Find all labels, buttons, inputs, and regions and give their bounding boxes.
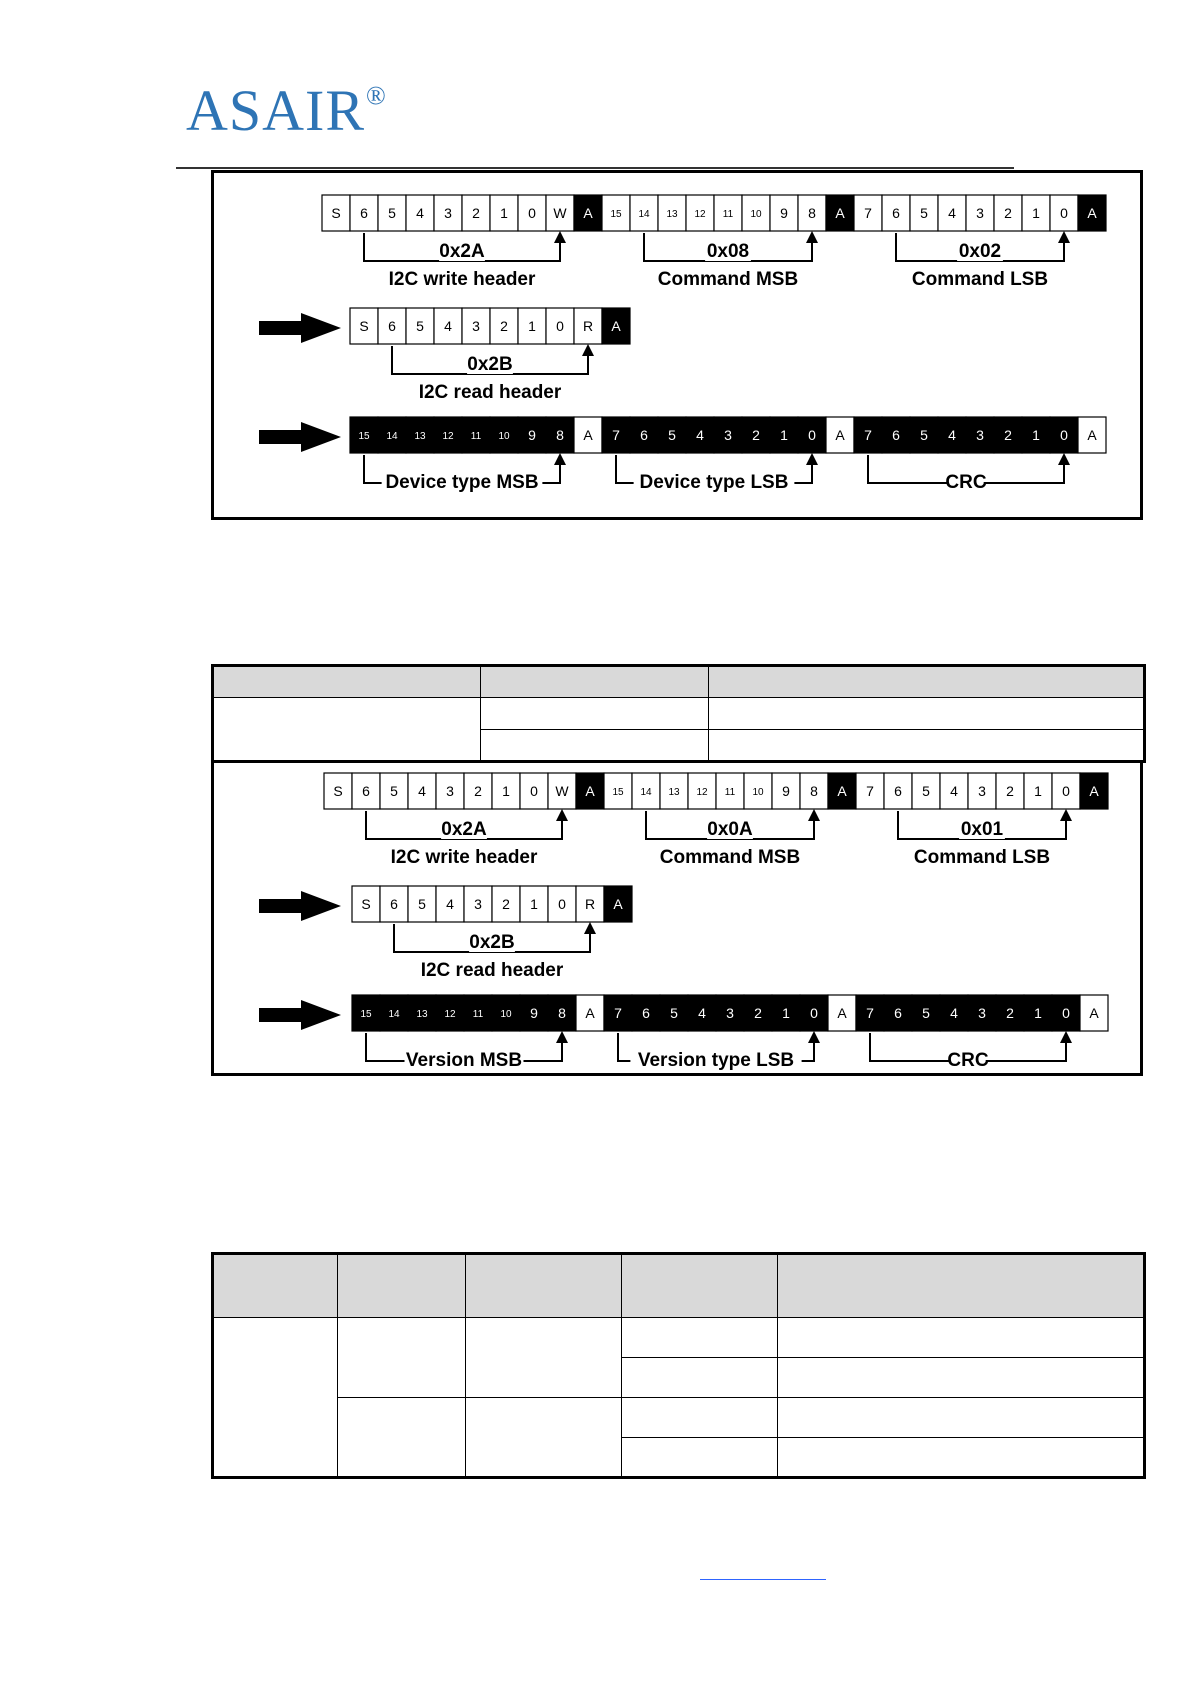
bit-label: 1 — [1032, 205, 1040, 221]
bit-label: 10 — [750, 209, 762, 220]
bit-label: 5 — [416, 318, 424, 334]
group-label: 0x2B — [469, 932, 515, 953]
arrow-head-icon — [556, 809, 568, 821]
bit-label: 0 — [556, 318, 564, 334]
bit-label: 6 — [892, 205, 900, 221]
table-cell — [622, 1398, 778, 1438]
bit-label: 6 — [388, 318, 396, 334]
bit-label: A — [583, 427, 593, 443]
bit-label: 4 — [950, 1005, 958, 1021]
bit-label: 4 — [950, 783, 958, 799]
bit-label: 2 — [1004, 205, 1012, 221]
bit-label: 13 — [416, 1009, 428, 1020]
bit-label: 7 — [612, 427, 620, 443]
bit-label: 15 — [612, 787, 624, 798]
table-cell — [338, 1398, 466, 1478]
table-cell — [622, 1438, 778, 1478]
group-label: 0x2A — [439, 241, 485, 262]
bit-label: 10 — [498, 431, 510, 442]
bit-label: 6 — [642, 1005, 650, 1021]
bit-label: 2 — [472, 205, 480, 221]
table-cell — [709, 730, 1145, 762]
bit-label: A — [835, 205, 845, 221]
table-cell — [622, 1358, 778, 1398]
table-cell — [213, 698, 481, 762]
bit-label: 8 — [558, 1005, 566, 1021]
bracket-line — [1054, 241, 1064, 261]
bit-label: 11 — [470, 431, 482, 442]
table-cell — [622, 1318, 778, 1358]
bit-label: 5 — [668, 427, 676, 443]
bit-label: 5 — [418, 896, 426, 912]
table-cell — [338, 1318, 466, 1398]
bit-label: 7 — [614, 1005, 622, 1021]
bit-label: 0 — [1060, 205, 1068, 221]
bit-label: 2 — [1006, 783, 1014, 799]
bit-label: 4 — [444, 318, 452, 334]
bit-label: A — [585, 1005, 595, 1021]
bit-label: 6 — [894, 1005, 902, 1021]
bit-label: 9 — [528, 427, 536, 443]
table-cell — [709, 698, 1145, 730]
bit-label: 0 — [808, 427, 816, 443]
bit-label: A — [1087, 205, 1097, 221]
bit-label: 6 — [362, 783, 370, 799]
bit-label: A — [837, 1005, 847, 1021]
bit-label: 3 — [724, 427, 732, 443]
bit-label: 2 — [1006, 1005, 1014, 1021]
bit-label: 4 — [698, 1005, 706, 1021]
table-header-cell — [338, 1254, 466, 1318]
bit-label: 9 — [530, 1005, 538, 1021]
bit-label: 7 — [866, 1005, 874, 1021]
table-cell — [778, 1358, 1145, 1398]
logo-text: ASAIR — [186, 78, 366, 143]
arrow-head-icon — [1060, 809, 1072, 821]
bit-label: 14 — [640, 787, 652, 798]
group-label: I2C write header — [390, 847, 538, 868]
bit-label: 12 — [444, 1009, 456, 1020]
table-cell — [466, 1318, 622, 1398]
registered-mark: ® — [366, 80, 387, 110]
bracket-line — [552, 1041, 562, 1061]
bit-label: 0 — [1062, 783, 1070, 799]
header-rule — [176, 167, 1014, 169]
bit-label: 1 — [1034, 783, 1042, 799]
big-arrow-icon — [259, 1000, 341, 1030]
arrow-head-icon — [806, 453, 818, 465]
bit-label: 14 — [386, 431, 398, 442]
arrow-head-icon — [1060, 1031, 1072, 1043]
arrow-head-icon — [806, 231, 818, 243]
bit-label: A — [1089, 1005, 1099, 1021]
bit-label: 11 — [724, 787, 736, 798]
group-label: Command MSB — [657, 269, 799, 290]
bit-label: 3 — [444, 205, 452, 221]
bit-label: 6 — [892, 427, 900, 443]
table-header-cell — [466, 1254, 622, 1318]
arrow-head-icon — [582, 344, 594, 356]
bit-label: 7 — [864, 427, 872, 443]
group-label: I2C read header — [418, 382, 562, 403]
spec-table — [211, 1252, 1146, 1479]
bit-label: 7 — [864, 205, 872, 221]
table-cell — [213, 1318, 338, 1478]
table-header-cell — [622, 1254, 778, 1318]
bit-label: A — [611, 318, 621, 334]
group-label: 0x0A — [707, 819, 753, 840]
bit-label: 1 — [528, 318, 536, 334]
bracket-line — [1056, 819, 1066, 839]
arrow-head-icon — [554, 453, 566, 465]
bit-label: 5 — [388, 205, 396, 221]
bit-label: 2 — [474, 783, 482, 799]
bit-label: 4 — [948, 427, 956, 443]
bit-label: 14 — [638, 209, 650, 220]
big-arrow-icon — [259, 422, 341, 452]
bit-label: 6 — [390, 896, 398, 912]
group-label: Version MSB — [405, 1050, 523, 1071]
bit-label: 15 — [358, 431, 370, 442]
bit-label: 5 — [390, 783, 398, 799]
bit-label: 10 — [500, 1009, 512, 1020]
footer-link-underline[interactable] — [700, 1579, 826, 1580]
bit-label: 1 — [780, 427, 788, 443]
bit-label: 3 — [978, 1005, 986, 1021]
bit-label: 12 — [696, 787, 708, 798]
bit-label: 5 — [920, 205, 928, 221]
i2c-sequence-diagram-1 — [214, 173, 1140, 517]
bit-label: 1 — [1032, 427, 1040, 443]
bit-label: A — [1089, 783, 1099, 799]
command-table — [211, 664, 1146, 763]
group-label: 0x2B — [467, 354, 513, 375]
bit-label: S — [331, 205, 341, 221]
bit-label: A — [613, 896, 623, 912]
bit-label: 3 — [474, 896, 482, 912]
bit-label: S — [359, 318, 369, 334]
table-header-cell — [481, 666, 709, 698]
table-header-cell — [213, 1254, 338, 1318]
bracket-line — [552, 819, 562, 839]
bit-label: A — [837, 783, 847, 799]
bit-label: 4 — [696, 427, 704, 443]
bit-label: 5 — [922, 783, 930, 799]
bit-label: S — [361, 896, 371, 912]
bit-label: 13 — [668, 787, 680, 798]
bit-label: 1 — [782, 1005, 790, 1021]
bracket-line — [1056, 1041, 1066, 1061]
bit-label: 3 — [976, 205, 984, 221]
bit-label: 15 — [360, 1009, 372, 1020]
bit-label: 3 — [978, 783, 986, 799]
bit-label: W — [555, 783, 569, 799]
bit-label: A — [1087, 427, 1097, 443]
bit-label: 1 — [502, 783, 510, 799]
arrow-head-icon — [1058, 231, 1070, 243]
bit-label: 14 — [388, 1009, 400, 1020]
table-cell — [778, 1438, 1145, 1478]
bracket-line — [804, 819, 814, 839]
group-label: 0x02 — [958, 241, 1002, 262]
bracket-line — [1054, 463, 1064, 483]
big-arrow-icon — [259, 313, 341, 343]
big-arrow-icon — [259, 891, 341, 921]
bit-label: A — [835, 427, 845, 443]
bit-label: 2 — [502, 896, 510, 912]
bit-label: S — [333, 783, 343, 799]
group-label: CRC — [947, 1050, 989, 1071]
bit-label: 11 — [722, 209, 734, 220]
table-cell — [481, 698, 709, 730]
table-cell — [778, 1318, 1145, 1358]
bit-label: 1 — [1034, 1005, 1042, 1021]
asair-logo — [186, 78, 387, 143]
bit-label: 4 — [948, 205, 956, 221]
bit-label: 6 — [360, 205, 368, 221]
bit-label: 11 — [472, 1009, 484, 1020]
table-header-cell — [778, 1254, 1145, 1318]
bit-label: 8 — [808, 205, 816, 221]
group-label: CRC — [945, 472, 987, 493]
bit-label: 5 — [922, 1005, 930, 1021]
bit-label: 0 — [810, 1005, 818, 1021]
arrow-head-icon — [1058, 453, 1070, 465]
table-header-row — [213, 666, 1145, 698]
group-label: 0x08 — [706, 241, 750, 262]
group-label: Version type LSB — [637, 1050, 795, 1071]
table-cell — [778, 1398, 1145, 1438]
bit-label: 5 — [670, 1005, 678, 1021]
bit-label: 7 — [866, 783, 874, 799]
arrow-head-icon — [808, 809, 820, 821]
bit-label: 12 — [442, 431, 454, 442]
group-label: Command MSB — [659, 847, 801, 868]
group-label: 0x01 — [960, 819, 1004, 840]
bit-label: 0 — [1062, 1005, 1070, 1021]
table-cell — [466, 1398, 622, 1478]
group-label: Command LSB — [911, 269, 1049, 290]
bit-label: 12 — [694, 209, 706, 220]
bracket-line — [550, 241, 560, 261]
bracket-line — [802, 241, 812, 261]
bit-label: 9 — [782, 783, 790, 799]
table-header-cell — [709, 666, 1145, 698]
group-label: 0x2A — [441, 819, 487, 840]
bit-label: 2 — [754, 1005, 762, 1021]
bracket-line — [578, 354, 588, 374]
bit-label: 8 — [810, 783, 818, 799]
bit-label: 6 — [640, 427, 648, 443]
bit-label: 9 — [780, 205, 788, 221]
table-cell — [481, 730, 709, 762]
bit-label: 8 — [556, 427, 564, 443]
bracket-line — [580, 932, 590, 952]
bit-label: 3 — [726, 1005, 734, 1021]
bit-label: 2 — [500, 318, 508, 334]
bit-label: 3 — [472, 318, 480, 334]
bit-label: A — [583, 205, 593, 221]
arrow-head-icon — [808, 1031, 820, 1043]
table-row — [213, 698, 1145, 730]
bit-label: 5 — [920, 427, 928, 443]
bit-label: 15 — [610, 209, 622, 220]
table-row — [213, 1398, 1145, 1438]
arrow-head-icon — [554, 231, 566, 243]
bit-label: 6 — [894, 783, 902, 799]
bit-label: 0 — [528, 205, 536, 221]
i2c-sequence-diagram-2 — [214, 763, 1140, 1073]
bit-label: 13 — [666, 209, 678, 220]
arrow-head-icon — [556, 1031, 568, 1043]
bit-label: 4 — [418, 783, 426, 799]
bit-label: R — [582, 318, 594, 334]
table-header-row — [213, 1254, 1145, 1318]
bit-label: 1 — [500, 205, 508, 221]
bit-label: W — [553, 205, 567, 221]
bit-label: 2 — [752, 427, 760, 443]
bit-label: 1 — [530, 896, 538, 912]
group-label: Device type LSB — [639, 472, 789, 493]
bracket-line — [804, 1041, 814, 1061]
bit-label: 0 — [530, 783, 538, 799]
device-type-read-diagram — [211, 170, 1143, 520]
bracket-line — [802, 463, 812, 483]
group-label: Device type MSB — [385, 472, 539, 493]
bit-label: 3 — [446, 783, 454, 799]
bit-label: 10 — [752, 787, 764, 798]
table-header-cell — [213, 666, 481, 698]
bit-label: 13 — [414, 431, 426, 442]
bit-label: 4 — [416, 205, 424, 221]
group-label: I2C write header — [388, 269, 536, 290]
bit-label: A — [585, 783, 595, 799]
bit-label: 0 — [558, 896, 566, 912]
bit-label: 2 — [1004, 427, 1012, 443]
bit-label: R — [584, 896, 596, 912]
group-label: Command LSB — [913, 847, 1051, 868]
bracket-line — [550, 463, 560, 483]
bit-label: 3 — [976, 427, 984, 443]
table-row — [213, 1318, 1145, 1358]
arrow-head-icon — [584, 922, 596, 934]
bit-label: 0 — [1060, 427, 1068, 443]
bit-label: 4 — [446, 896, 454, 912]
version-read-diagram — [211, 760, 1143, 1076]
group-label: I2C read header — [420, 960, 564, 981]
